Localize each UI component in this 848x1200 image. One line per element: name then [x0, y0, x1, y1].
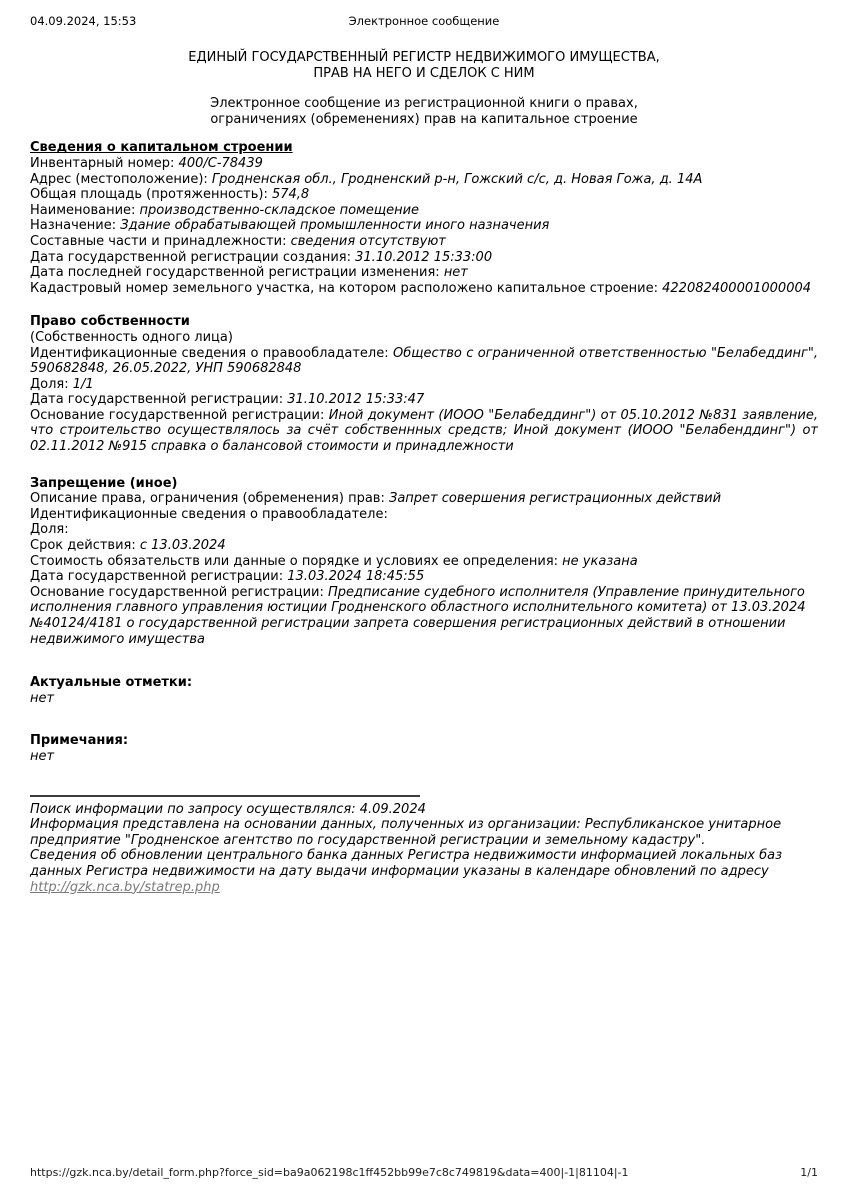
field-obligations-value [30, 554, 818, 570]
field-label: Доля: [30, 522, 69, 538]
field-name [30, 203, 818, 219]
field-total-area [30, 187, 818, 203]
field-registration-basis [30, 408, 818, 455]
field-restriction-description [30, 491, 818, 507]
section-heading-prohibition: Запрещение (иное) [30, 475, 178, 491]
field-label: Дата последней государственной регистрации изменения: [30, 265, 444, 281]
field-label: Срок действия: [30, 538, 140, 554]
field-address [30, 172, 818, 188]
field-value: Здание обрабатывающей промышленности иного назначения [120, 218, 550, 234]
document-subtitle-line2: ограничениях (обременениях) прав на капитальное строение [210, 111, 638, 127]
field-value: производственно-складское помещение [139, 202, 420, 218]
field-registration-date [30, 569, 818, 585]
section-actual-marks [30, 675, 818, 706]
field-value: не указана [562, 553, 638, 569]
field-label: Составные части и принадлежности: [30, 233, 291, 249]
print-footer [30, 1166, 818, 1179]
info-block [30, 795, 818, 896]
section-ownership [30, 314, 818, 454]
field-label: Дата государственной регистрации: [30, 569, 288, 585]
section-building [30, 140, 818, 296]
separator-line [30, 795, 420, 797]
field-label: Дата государственной регистрации создания: [30, 249, 356, 265]
field-value: Иной документ (ИООО "Белабеддинг") от 05.10.2012 №831 заявление, что строительство осуществлялось за счёт собственнных средств; Иной документ (ИООО "Белабенддинг") от 02.11.2012 №915 справка о балансовой стоимости и принадлежности [30, 407, 818, 455]
field-share [30, 522, 818, 538]
field-label: Общая площадь (протяженность): [30, 187, 272, 203]
field-label: Основание государственной регистрации: [30, 407, 329, 423]
field-value: 31.10.2012 15:33:47 [287, 392, 425, 408]
field-value: Гродненская обл., Гродненский р-н, Гожский с/с, д. Новая Гожа, д. 14А [211, 171, 703, 187]
field-registration-date [30, 392, 818, 408]
field-value: 422082400001000004 [662, 280, 812, 296]
field-value: с 13.03.2024 [139, 538, 226, 554]
field-rightholder-info [30, 507, 818, 523]
field-last-change-registration-date [30, 265, 818, 281]
field-value: 31.10.2012 15:33:00 [355, 249, 493, 265]
field-label: Основание государственной регистрации: [30, 584, 329, 600]
field-label: Кадастровый номер земельного участка, на котором расположено капитальное строение: [30, 280, 663, 296]
field-value: 400/С-78439 [178, 155, 263, 171]
document-subtitle-line1: Электронное сообщение из регистрационной книги о правах, [210, 96, 638, 112]
field-label: Дата государственной регистрации: [30, 392, 288, 408]
field-value: 1/1 [72, 376, 94, 392]
print-header [30, 15, 818, 29]
field-value: нет [443, 265, 468, 281]
section-prohibition [30, 476, 818, 648]
document-title-line1: ЕДИНЫЙ ГОСУДАРСТВЕННЫЙ РЕГИСТР НЕДВИЖИМОГО ИМУЩЕСТВА, [188, 50, 660, 65]
actual-marks-value: нет [30, 690, 55, 706]
field-label: Стоимость обязательств или данные о порядке и условиях ее определения: [30, 553, 563, 569]
print-doc-type: Электронное сообщение [348, 14, 500, 28]
field-label: Идентификационные сведения о правообладателе: [30, 506, 388, 522]
ownership-type: (Собственность одного лица) [30, 329, 233, 345]
section-heading-building: Сведения о капитальном строении [30, 140, 293, 156]
field-value: сведения отсутствуют [290, 233, 446, 249]
field-label: Наименование: [30, 202, 140, 218]
section-heading-notes: Примечания: [30, 733, 129, 749]
field-value: 574,8 [271, 187, 310, 203]
section-heading-actual-marks: Актуальные отметки: [30, 675, 193, 691]
field-share [30, 377, 818, 393]
field-value: Предписание судебного исполнителя (Управление принудительного исполнения главного управления юстиции Гродненского областного исполнительного комитета) от 13.03.2024 №40124/4181 о государственной регистрации запрета совершения регистрационных действий в отношении недвижимого имущества [30, 584, 806, 647]
info-source-line: Информация представлена на основании данных, полученных из организации: Республиканское унитарное предприятие "Гродненское агентство по государственной регистрации и земельному кадастру". [30, 817, 782, 848]
field-label: Инвентарный номер: [30, 155, 179, 171]
field-label: Идентификационные сведения о правообладателе: [30, 345, 393, 361]
field-validity-period [30, 538, 818, 554]
document-title-line2: ПРАВ НА НЕГО И СДЕЛОК С НИМ [313, 65, 535, 81]
field-value: Запрет совершения регистрационных действий [388, 491, 722, 507]
info-update-line: Сведения об обновлении центрального банка данных Регистра недвижимости информацией локальных баз данных Регистра недвижимости на дату выдачи информации указаны в календаре обновлений по адресу [30, 848, 783, 879]
print-datetime: 04.09.2024, 15:53 [30, 14, 137, 28]
section-heading-ownership: Право собственности [30, 314, 190, 330]
print-footer-url: https://gzk.nca.by/detail_form.php?force_sid=ba9a062198c1ff452bb99e7c8c749819&data=400|-1|81104|-1 [30, 1165, 629, 1179]
field-label: Доля: [30, 376, 73, 392]
field-value: 13.03.2024 18:45:55 [287, 569, 425, 585]
field-inventory-number [30, 156, 818, 172]
field-creation-registration-date [30, 250, 818, 266]
statrep-link[interactable]: http://gzk.nca.by/statrep.php [30, 879, 220, 895]
field-rightholder-info [30, 346, 818, 377]
info-search-line: Поиск информации по запросу осуществлялся: 4.09.2024 [30, 801, 426, 817]
document-title [30, 50, 818, 81]
print-footer-page-number: 1/1 [800, 1165, 818, 1179]
field-purpose [30, 218, 818, 234]
field-label: Описание права, ограничения (обременения) прав: [30, 491, 389, 507]
field-value: Общество с ограниченной ответственностью "Белабеддинг", 590682848, 26.05.2022, УНП 590682848 [30, 345, 818, 377]
field-registration-basis [30, 585, 818, 647]
section-notes [30, 733, 818, 764]
notes-value: нет [30, 748, 55, 764]
field-label: Адрес (местоположение): [30, 171, 212, 187]
field-land-cadastral-number [30, 281, 818, 297]
document-subtitle [30, 96, 818, 127]
field-components [30, 234, 818, 250]
field-label: Назначение: [30, 218, 121, 234]
